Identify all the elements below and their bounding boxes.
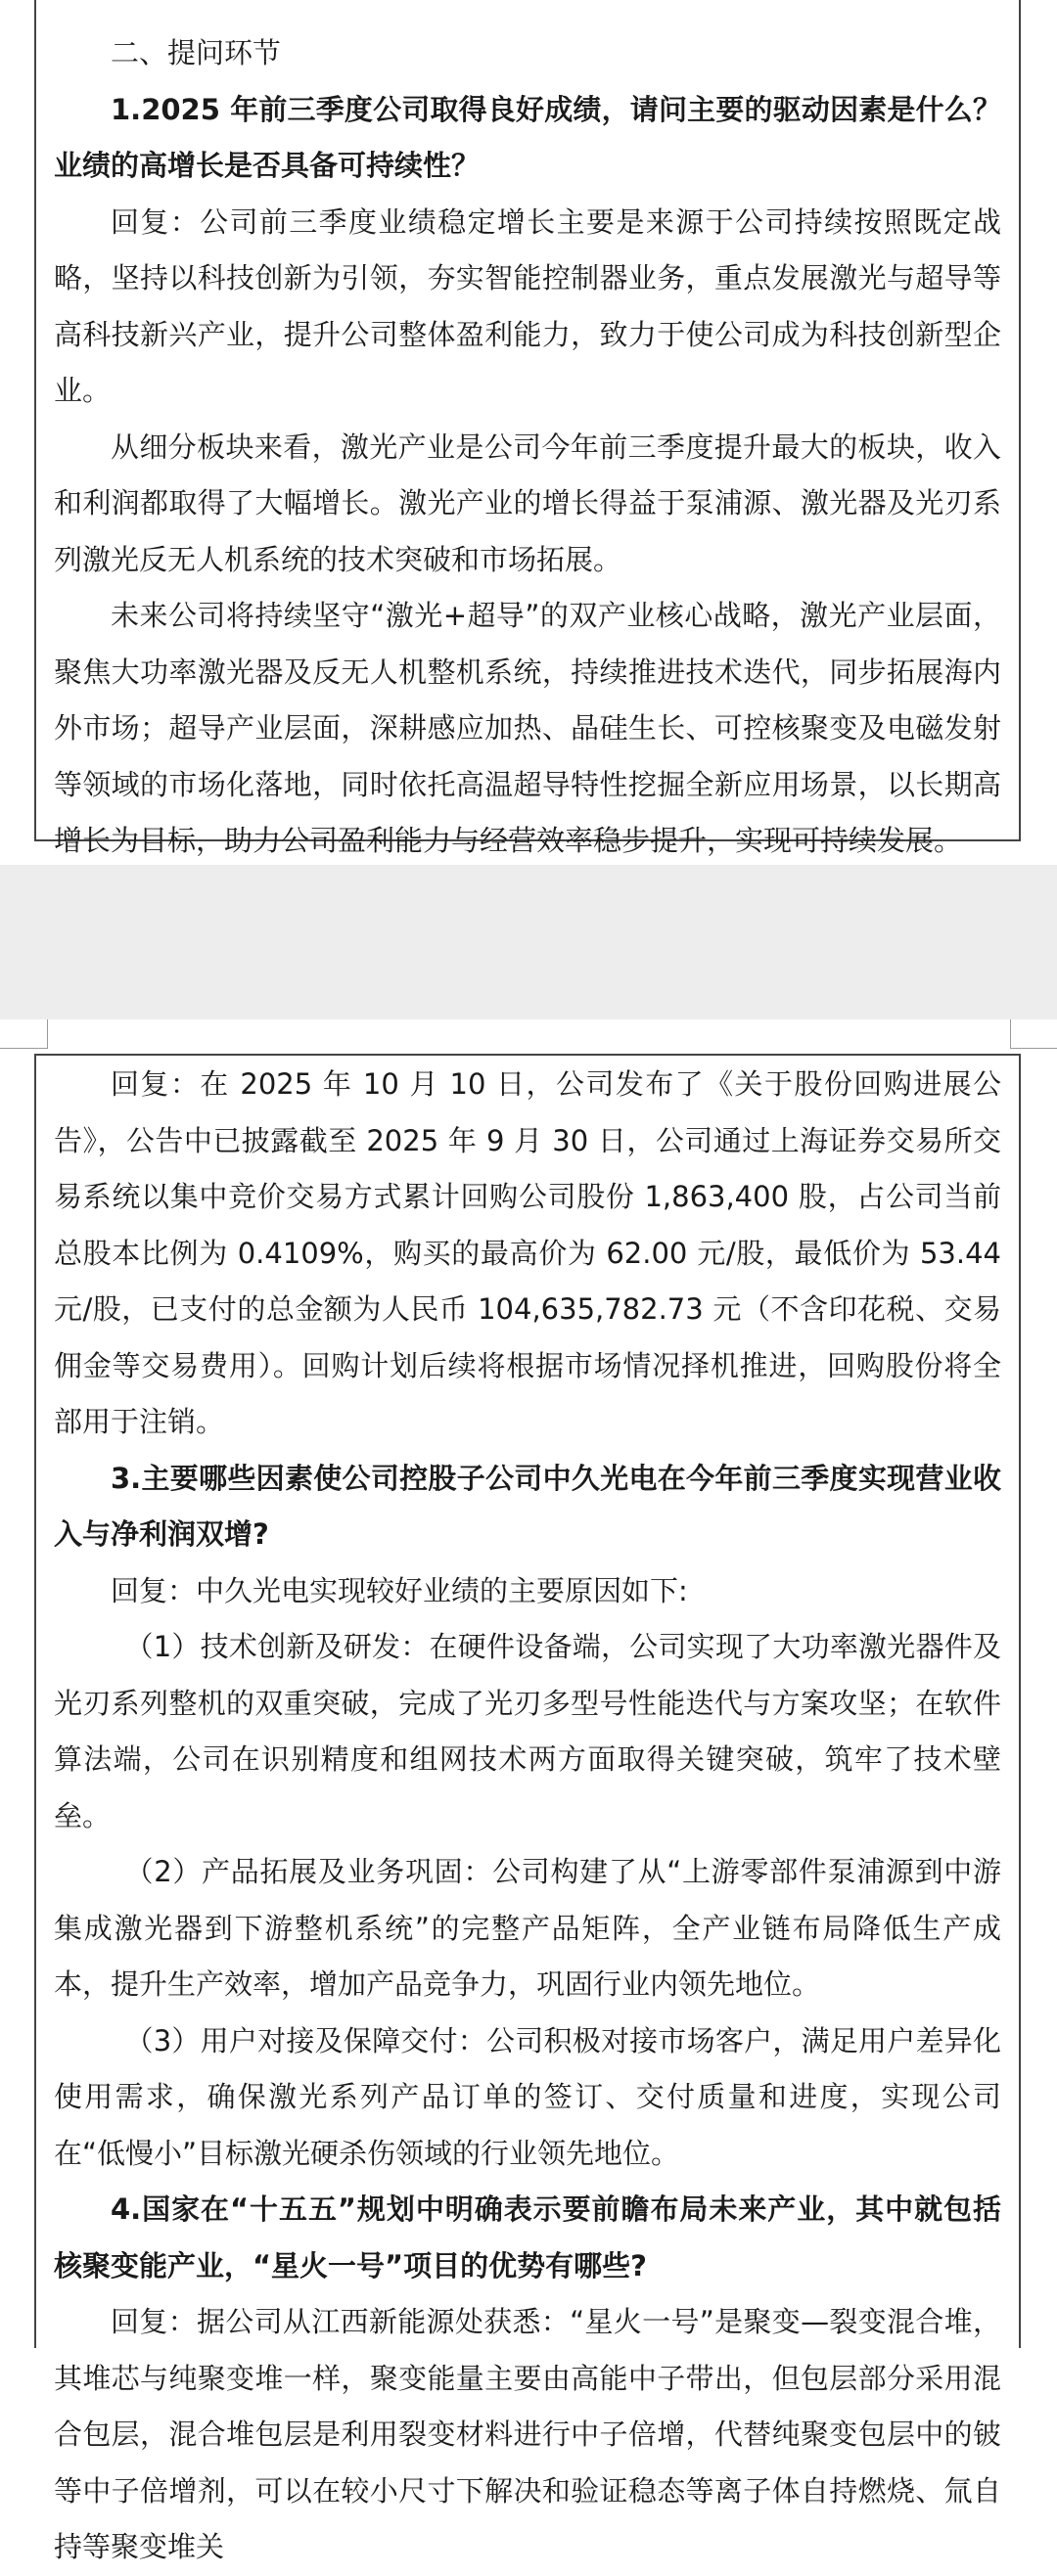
answer-3-intro: 回复：中久光电实现较好业绩的主要原因如下: [111,1573,688,1607]
section-heading: 二、提问环节 [111,36,282,69]
answer-2: 回复：在 2025 年 10 月 10 日，公司发布了《关于股份回购进展公告》，公告中已披露截至 2025 年 9 月 30 日，公司通过上海证券交易所交易系统以集中竞价交易方式累计回购公司股份 1,863,400 股，占公司当前总股本比例为 0.4109%，购买的最高价为 62.00 元/股，最低价为 53.44 元/股，已支付的总金额为人民币 104,635,782.73 元（不含印花税、交易佣金等交易费用）。回购计划后续将根据市场情况择机推进，回购股份将全部用于注销。 [54,1067,1001,1438]
answer-3-item-1: （1）技术创新及研发：在硬件设备端，公司实现了大功率激光器件及光刃系列整机的双重突破，完成了光刃多型号性能迭代与方案攻坚；在软件算法端，公司在识别精度和组网技术两方面取得关键突破，筑牢了技术壁垒。 [54,1630,1001,1832]
document-page-1 [34,0,1021,857]
page-1-text [54,25,1001,926]
document-page-2 [34,1054,1021,2563]
answer-1-paragraph-2: 从细分板块来看，激光产业是公司今年前三季度提升最大的板块，收入和利润都取得了大幅增长。激光产业的增长得益于泵浦源、激光器及光刃系列激光反无人机系统的技术突破和市场拓展。 [54,429,1001,576]
page-corner-mark [0,1048,47,1049]
page-corner-mark [1010,1048,1057,1049]
page-gap [0,865,1057,1019]
answer-3-item-2: （2）产品拓展及业务巩固：公司构建了从“上游零部件泵浦源到中游集成激光器到下游整机系统”的完整产品矩阵，全产业链布局降低生产成本，提升生产效率，增加产品竞争力，巩固行业内领先地位。 [54,1855,1001,2001]
answer-4: 回复：据公司从江西新能源处获悉：“星火一号”是聚变—裂变混合堆，其堆芯与纯聚变堆一样，聚变能量主要由高能中子带出，但包层部分采用混合包层，混合堆包层是利用裂变材料进行中子倍增，代替纯聚变包层中的铍等中子倍增剂，可以在较小尺寸下解决和验证稳态等离子体自持燃烧、氚自持等聚变堆关 [54,2305,1001,2563]
answer-1-paragraph-1: 回复：公司前三季度业绩稳定增长主要是来源于公司持续按照既定战略，坚持以科技创新为引领，夯实智能控制器业务，重点发展激光与超导等高科技新兴产业，提升公司整体盈利能力，致力于使公司成为科技创新型企业。 [54,204,1001,407]
answer-1-paragraph-3: 未来公司将持续坚守“激光+超导”的双产业核心战略，激光产业层面，聚焦大功率激光器及反无人机整机系统，持续推进技术迭代，同步拓展海内外市场；超导产业层面，深耕感应加热、晶硅生长、可控核聚变及电磁发射等领域的市场化落地，同时依托高温超导特性挖掘全新应用场景，以长期高增长为目标，助力公司盈利能力与经营效率稳步提升，实现可持续发展。 [54,599,1001,857]
page-corner-mark [1010,1019,1011,1049]
question-4: 4.国家在“十五五”规划中明确表示要前瞻布局未来产业，其中就包括核聚变能产业，“星火一号”项目的优势有哪些? [54,2192,1001,2282]
question-3: 3.主要哪些因素使公司控股子公司中久光电在今年前三季度实现营业收入与净利润双增? [54,1461,1001,1551]
page-corner-mark [47,1019,48,1049]
answer-3-item-3: （3）用户对接及保障交付：公司积极对接市场客户，满足用户差异化使用需求，确保激光系列产品订单的签订、交付质量和进度，实现公司在“低慢小”目标激光硬杀伤领域的行业领先地位。 [54,2023,1001,2170]
question-1: 1.2025 年前三季度公司取得良好成绩，请问主要的驱动因素是什么？业绩的高增长是否具备可持续性？ [54,92,1001,182]
